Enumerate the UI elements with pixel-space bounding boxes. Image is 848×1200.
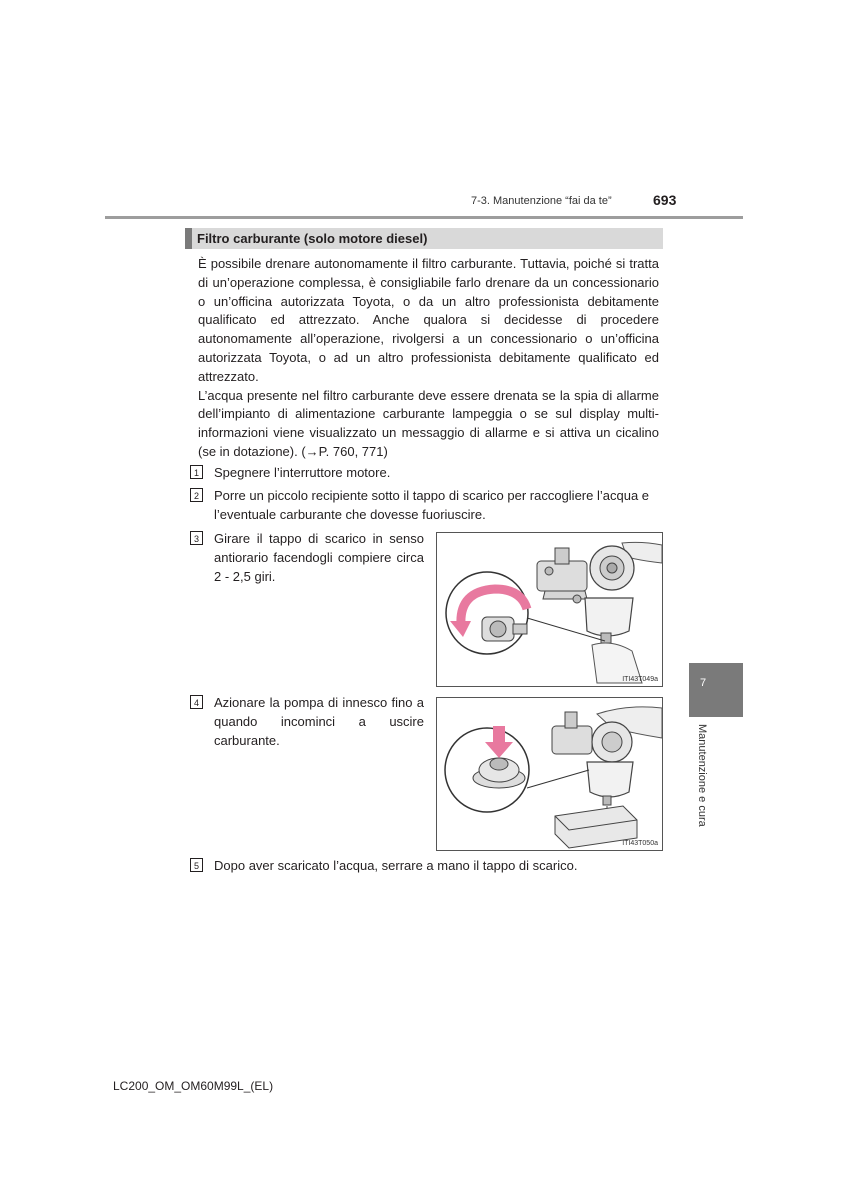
- page-number: 693: [653, 192, 677, 208]
- section-marker: [185, 228, 192, 249]
- step-number-badge: 1: [190, 465, 203, 479]
- priming-pump-illustration: [436, 697, 663, 851]
- step-4: [190, 693, 430, 753]
- chapter-number: 7: [700, 677, 707, 689]
- section-title: Filtro carburante (solo motore diesel): [197, 231, 428, 246]
- step-text: Girare il tappo di scarico in senso antiorario facendogli compiere circa 2 - 2,5 giri.: [214, 531, 424, 584]
- step-text: Dopo aver scaricato l’acqua, serrare a mano il tappo di scarico.: [214, 858, 578, 873]
- step-number-badge: 2: [190, 488, 203, 502]
- step-text: Porre un piccolo recipiente sotto il tappo di scarico per raccogliere l’acqua e l’eventuale carburante che dovesse fuoriuscire.: [214, 488, 650, 522]
- step-number-badge: 5: [190, 858, 203, 872]
- running-header: 7-3. Manutenzione “fai da te”: [471, 195, 612, 207]
- step-number-badge: 4: [190, 695, 203, 709]
- priming-pump-drawing: [437, 698, 664, 852]
- step-3: [190, 529, 430, 589]
- footer-code: LC200_OM_OM60M99L_(EL): [113, 1079, 274, 1093]
- step-number-badge: 3: [190, 531, 203, 545]
- drain-plug-drawing: [437, 533, 664, 688]
- chapter-tab: [689, 663, 743, 717]
- step-text: Azionare la pompa di innesco fino a quando incominci a uscire carburante.: [214, 695, 424, 748]
- step-2: [190, 486, 670, 526]
- figure-code: ITI43T050a: [622, 840, 658, 847]
- intro-paragraph-1: È possibile drenare autonomamente il filtro carburante. Tuttavia, poiché si tratta di un’operazione complessa, è consigliabile farlo drenare da un concessionario o un’officina autorizzata Toyota, o da un altro professionista debitamente qualificato ed attrezzato. Anche qualora si decidesse di procedere autonomamente all’operazione, rivolgersi a un concessionario o un’officina autorizzata Toyota, o ad un altro professionista debitamente qualificato ed attrezzato.: [198, 256, 659, 384]
- intro-text: [198, 255, 659, 462]
- step-text: Spegnere l’interruttore motore.: [214, 465, 391, 480]
- chapter-label: Manutenzione e cura: [696, 724, 708, 827]
- drain-plug-illustration: [436, 532, 663, 687]
- intro-paragraph-2: L’acqua presente nel filtro carburante deve essere drenata se la spia di allarme dell’impianto di alimentazione carburante lampeggia o se sul display multi-informazioni viene visualizzato un messaggio di allarme e si attiva un cicalino (se in dotazione). (→P. 760, 771): [198, 387, 659, 459]
- header-divider: [105, 216, 743, 219]
- figure-code: ITI43T049a: [622, 676, 658, 683]
- section-heading: [185, 228, 663, 249]
